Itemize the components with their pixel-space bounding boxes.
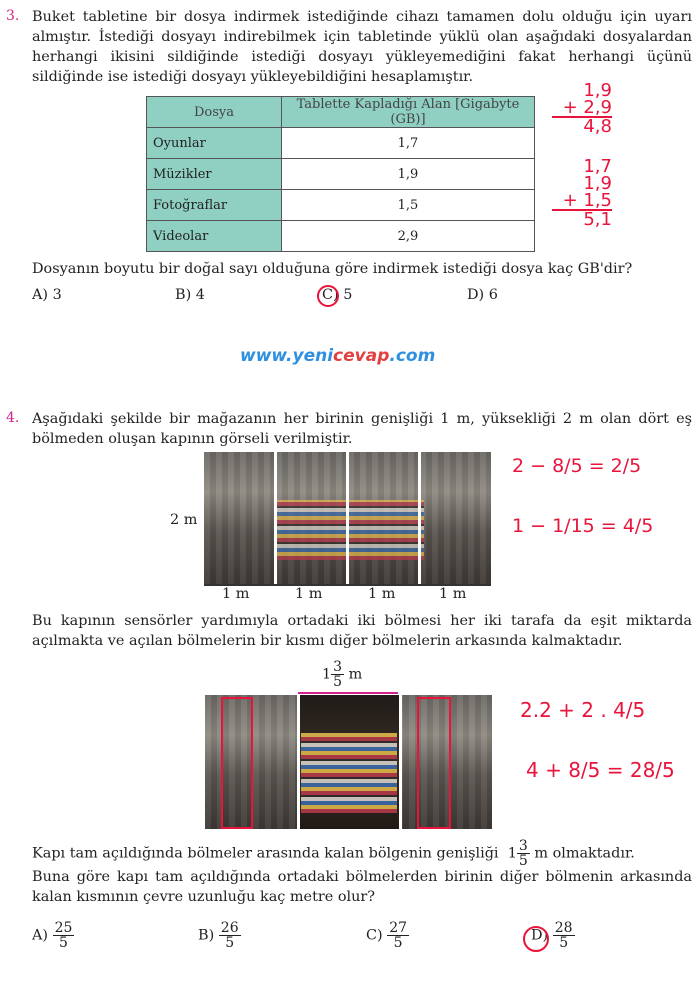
table-cell-value: 2,9 [282, 221, 535, 252]
overlap-region-left [221, 697, 253, 829]
gap-width-label: 1 $\frac{3}{5}$ m [322, 659, 363, 690]
table-cell-name: Videolar [147, 221, 282, 252]
option-d[interactable]: D) $\frac{28}{5}$ [531, 920, 573, 951]
hw-line: 1,9 [583, 80, 612, 101]
gap-width-line [298, 692, 398, 694]
file-size-table [146, 96, 535, 252]
table-cell-name: Fotoğraflar [147, 190, 282, 221]
table-row [147, 221, 535, 252]
option-c[interactable]: C) 5 [322, 287, 353, 303]
table-header-size: Tablette Kapladığı Alan [Gigabyte (GB)] [282, 97, 535, 128]
overlap-region-right [417, 697, 451, 829]
hw-line: 1,7 [583, 156, 612, 177]
option-b[interactable]: B) $\frac{26}{5}$ [198, 920, 239, 951]
answer-circle-mark [523, 926, 549, 952]
question-4-number: 4. [6, 410, 20, 426]
table-header-file: Dosya [147, 97, 282, 128]
hw-line: + 1,5 [562, 190, 612, 211]
question-4-text-2: Bu kapının sensörler yardımıyla ortadaki iki bölmesi her iki tarafa da eşit miktarda açılmakta ve açılan bölmelerin bir kısmı diğer bölmelerin arkasında kalmaktadır. [32, 613, 692, 649]
option-c[interactable]: C) $\frac{27}{5}$ [366, 920, 408, 951]
watermark: www.yenicevap.com [240, 346, 436, 366]
open-door-image [205, 695, 492, 829]
hw-line: 5,1 [552, 209, 612, 228]
hw-line: 1,9 [583, 173, 612, 194]
width-label: 1 m [295, 586, 323, 602]
handwritten-calc-4: 4 + 8/5 = 28/5 [526, 758, 675, 782]
handwritten-calc-2: 1 − 1/15 = 4/5 [512, 515, 654, 537]
table-cell-value: 1,5 [282, 190, 535, 221]
option-a[interactable]: A) $\frac{25}{5}$ [32, 920, 73, 951]
option-a[interactable]: A) 3 [32, 287, 62, 303]
question-3-prompt: Dosyanın boyutu bir doğal sayı olduğuna göre indirmek istediği dosya kaç GB'dir? [32, 261, 633, 277]
height-label: 2 m [170, 512, 198, 528]
width-label: 1 m [222, 586, 250, 602]
table-cell-value: 1,9 [282, 159, 535, 190]
width-label: 1 m [439, 586, 467, 602]
table-row [147, 190, 535, 221]
table-row [147, 159, 535, 190]
option-d[interactable]: D) 6 [467, 287, 498, 303]
panel-divider [346, 452, 349, 584]
hw-line: 4,8 [552, 116, 612, 135]
table-row [147, 128, 535, 159]
panel-divider [399, 695, 402, 829]
question-4-text-3: Kapı tam açıldığında bölmeler arasında kalan bölgenin genişliği 1 $\frac{3}{5}$ m olmaktadır. [32, 838, 635, 869]
panel-divider [274, 452, 277, 584]
answer-circle-mark [317, 285, 339, 307]
table-cell-name: Müzikler [147, 159, 282, 190]
handwritten-calc-1: 2 − 8/5 = 2/5 [512, 455, 642, 477]
option-b[interactable]: B) 4 [175, 287, 205, 303]
hw-line: + 2,9 [562, 97, 612, 118]
question-3-number: 3. [6, 8, 20, 24]
handwritten-sum-2 [552, 158, 612, 228]
handwritten-calc-3: 2.2 + 2 . 4/5 [520, 698, 646, 722]
question-4-prompt: Buna göre kapı tam açıldığında ortadaki bölmelerden birinin diğer bölmenin arkasında kalan kısmının çevre uzunluğu kaç metre olur? [32, 869, 692, 905]
panel-divider [418, 452, 421, 584]
handwritten-sum-1 [552, 82, 612, 135]
question-3-text: Buket tabletine bir dosya indirmek istediğinde cihazı tamamen dolu olduğu için uyarı almıştır. İstediği dosyayı indirebilmek için tabletinde yüklü olan aşağıdaki dosyalardan herhangi ikisini sildiğinde istediği dosyayı yükleyemediğini fakat herhangi üçünü sildiğinde ise istediği dosyayı yükleyebildiğini hesaplamıştır. [32, 9, 692, 85]
fabric-rolls [274, 500, 424, 560]
question-4-text: Aşağıdaki şekilde bir mağazanın her birinin genişliği 1 m, yüksekliği 2 m olan dört eş bölmeden oluşan kapının görseli verilmiştir. [32, 411, 692, 447]
panel-divider [297, 695, 300, 829]
closed-door-image [204, 452, 491, 584]
table-cell-name: Oyunlar [147, 128, 282, 159]
table-cell-value: 1,7 [282, 128, 535, 159]
fabric-rolls [301, 733, 397, 813]
width-label: 1 m [368, 586, 396, 602]
